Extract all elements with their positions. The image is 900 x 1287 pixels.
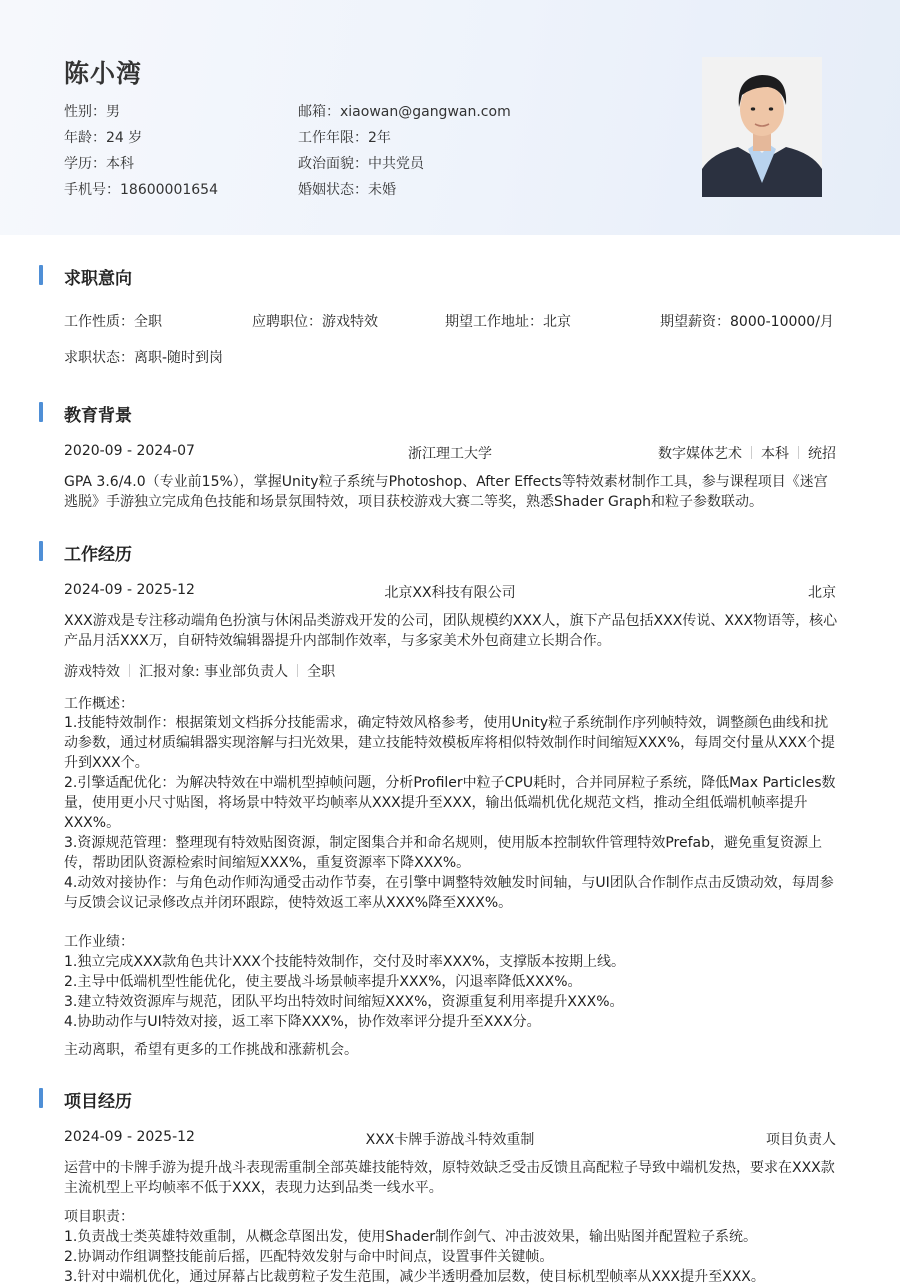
gender-field	[64, 101, 120, 121]
enrollment-tag: 统招	[808, 446, 836, 462]
education-period: 2020-09 - 2024-07	[64, 443, 195, 459]
school-name: 浙江理工大学	[408, 446, 492, 462]
field-label: 期望工作地址：	[445, 314, 543, 330]
field-label: 婚姻状态：	[298, 182, 368, 198]
section-accent-bar	[39, 541, 43, 561]
project-duty-item: 1.负责战士类英雄特效重制，从概念草图出发，使用Shader制作剑气、冲击波效果，输出贴图并配置粒子系统。	[64, 1229, 757, 1245]
field-label: 性别：	[64, 104, 106, 120]
field-label: 工作年限：	[298, 130, 368, 146]
field-label: 应聘职位：	[252, 314, 322, 330]
work-overview-label: 工作概述：	[64, 696, 134, 712]
field-value: 本科	[106, 156, 134, 172]
major-tag: 数字媒体艺术	[658, 446, 742, 462]
work-period: 2024-09 - 2025-12	[64, 582, 195, 598]
field-value: 男	[106, 104, 120, 120]
section-title-education: 教育背景	[64, 406, 132, 426]
degree-field	[64, 153, 134, 173]
work-results-label: 工作业绩：	[64, 934, 134, 950]
work-overview-item: 3.资源规范管理：整理现有特效贴图资源，制定图集合并和命名规则，使用版本控制软件管理特效Prefab，避免重复资源上传，帮助团队资源检索时间缩短XXX%，重复资源率下降XXX%。	[64, 835, 823, 871]
field-value: 8000-10000/月	[730, 314, 834, 330]
field-label: 学历：	[64, 156, 106, 172]
field-value: 离职-随时到岗	[134, 350, 224, 366]
work-tags	[64, 661, 335, 681]
field-value: 游戏特效	[322, 314, 378, 330]
field-value: 中共党员	[368, 156, 424, 172]
field-value: xiaowan@gangwan.com	[340, 104, 511, 120]
tag-divider	[798, 446, 799, 459]
field-label: 年龄：	[64, 130, 106, 146]
section-accent-bar	[39, 265, 43, 285]
tag-divider	[297, 664, 298, 677]
work-overview-item: 1.技能特效制作：根据策划文档拆分技能需求，确定特效风格参考，使用Unity粒子系统制作序列帧特效，调整颜色曲线和扰动参数，通过材质编辑器实现溶解与扫光效果，建立技能特效模板库将相似特效制作时间缩短XXX%，每周交付量从XXX个提升到XXX个。	[64, 715, 835, 771]
section-accent-bar	[39, 402, 43, 422]
position-field	[252, 311, 378, 331]
employment-type-tag: 全职	[307, 664, 336, 680]
field-value: 未婚	[368, 182, 396, 198]
section-accent-bar	[39, 1088, 43, 1108]
report-to-tag: 汇报对象: 事业部负责人	[139, 664, 289, 680]
work-result-item: 4.协助动作与UI特效对接，返工率下降XXX%，协作效率评分提升至XXX分。	[64, 1014, 541, 1030]
work-result-item: 1.独立完成XXX款角色共计XXX个技能特效制作，交付及时率XXX%，支撑版本按期上线。	[64, 954, 625, 970]
project-duty-label: 项目职责：	[64, 1209, 134, 1225]
phone-field	[64, 179, 218, 199]
email-field	[298, 101, 511, 121]
work-overview-item: 2.引擎适配优化：为解决特效在中端机型掉帧问题，分析Profiler中粒子CPU耗时，合并同屏粒子系统，降低Max Particles数量，使用更小尺寸贴图，将场景中特效平均帧率从XXX提升至XXX，输出低端机优化规范文档，推动全组低端机帧率提升XXX%。	[64, 775, 836, 831]
field-label: 期望薪资：	[660, 314, 730, 330]
project-name: XXX卡牌手游战斗特效重制	[365, 1132, 535, 1148]
education-description: GPA 3.6/4.0（专业前15%），掌握Unity粒子系统与Photoshop、After Effects等特效素材制作工具，参与课程项目《迷宫逃脱》手游独立完成角色技能和场景氛围特效，项目获校游戏大赛二等奖，熟悉Shader Graph和粒子参数联动。	[64, 474, 828, 510]
field-value: 北京	[543, 314, 571, 330]
candidate-name: 陈小湾	[64, 59, 143, 88]
salary-field	[660, 311, 834, 331]
marital-status-field	[298, 179, 396, 199]
avatar-portrait-icon	[702, 57, 822, 197]
company-name: 北京XX科技有限公司	[384, 585, 516, 601]
work-result-item: 3.建立特效资源库与规范，团队平均出特效时间缩短XXX%，资源重复利用率提升XXX%。	[64, 994, 624, 1010]
field-value: 18600001654	[120, 182, 218, 198]
field-label: 工作性质：	[64, 314, 134, 330]
political-status-field	[298, 153, 424, 173]
section-title-intention: 求职意向	[64, 269, 132, 289]
tag-divider	[751, 446, 752, 459]
work-result-item: 2.主导中低端机型性能优化，使主要战斗场景帧率提升XXX%，闪退率降低XXX%。	[64, 974, 582, 990]
project-duty-item: 2.协调动作组调整技能前后摇，匹配特效发射与命中时间点，设置事件关键帧。	[64, 1249, 554, 1265]
leave-reason: 主动离职，希望有更多的工作挑战和涨薪机会。	[64, 1042, 358, 1058]
field-label: 求职状态：	[64, 350, 134, 366]
project-duty-item: 3.针对中端机优化，通过屏幕占比裁剪粒子发生范围，减少半透明叠加层数，使目标机型帧率从XXX提升至XXX。	[64, 1269, 765, 1285]
project-description: 运营中的卡牌手游为提升战斗表现需重制全部英雄技能特效，原特效缺乏受击反馈且高配粒子导致中端机发热，要求在XXX款主流机型上平均帧率不低于XXX，表现力达到品类一线水平。	[64, 1160, 835, 1196]
work-city: 北京	[808, 585, 836, 601]
section-title-project: 项目经历	[64, 1092, 132, 1112]
field-value: 全职	[134, 314, 162, 330]
avatar	[702, 57, 822, 197]
age-field	[64, 127, 142, 147]
field-value: 24 岁	[106, 130, 143, 146]
job-type-field	[64, 311, 162, 331]
field-label: 邮箱：	[298, 104, 340, 120]
project-period: 2024-09 - 2025-12	[64, 1129, 195, 1145]
role-tag: 游戏特效	[64, 664, 120, 680]
resume-header	[0, 0, 900, 235]
field-label: 手机号：	[64, 182, 120, 198]
location-field	[445, 311, 571, 331]
field-value: 2年	[368, 130, 391, 146]
degree-tag: 本科	[761, 446, 789, 462]
work-years-field	[298, 127, 391, 147]
tag-divider	[129, 664, 130, 677]
field-label: 政治面貌：	[298, 156, 368, 172]
work-overview-item: 4.动效对接协作：与角色动作师沟通受击动作节奏，在引擎中调整特效触发时间轴，与UI团队合作制作点击反馈动效，每周参与反馈会议记录修改点并闭环跟踪，使特效返工率从XXX%降至XXX%。	[64, 875, 834, 911]
project-role: 项目负责人	[766, 1132, 836, 1148]
education-tags	[658, 443, 836, 463]
job-status-field	[64, 347, 223, 367]
section-title-work: 工作经历	[64, 545, 132, 565]
company-intro: XXX游戏是专注移动端角色扮演与休闲品类游戏开发的公司，团队规模约XXX人，旗下产品包括XXX传说、XXX物语等，核心产品月活XXX万，自研特效编辑器提升内部制作效率，与多家美术外包商建立长期合作。	[64, 613, 838, 649]
